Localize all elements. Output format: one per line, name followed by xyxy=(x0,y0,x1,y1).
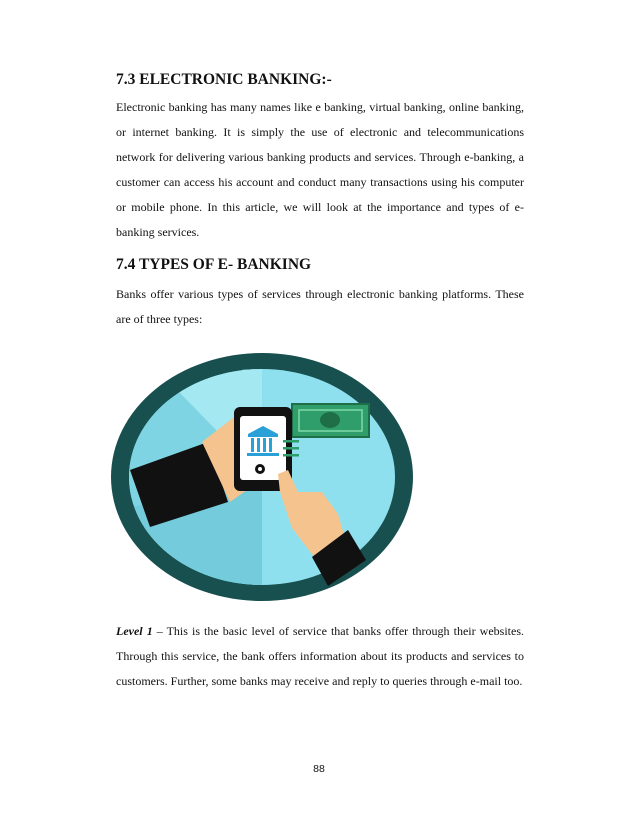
level-1-paragraph xyxy=(116,619,524,694)
page-number: 88 xyxy=(313,763,325,775)
section-heading-electronic-banking: 7.3 ELECTRONIC BANKING:- xyxy=(116,71,332,88)
level-1-text: – This is the basic level of service that banks offer through their websites. Through this service, the bank offers information about its products and services to customers. Further, some banks may receive and reply to queries through e-mail too. xyxy=(116,624,524,688)
level-1-label: Level 1 xyxy=(116,624,153,638)
electronic-banking-paragraph: Electronic banking has many names like e banking, virtual banking, online banking, or internet banking. It is simply the use of electronic and telecommunications network for delivering various banking products and services. Through e-banking, a customer can access his account and conduct many transactions using his computer or mobile phone. In this article, we will look at the importance and types of e-banking services. xyxy=(116,100,524,239)
mobile-banking-illustration xyxy=(110,352,414,602)
section-heading-types-of-e-banking: 7.4 TYPES OF E- BANKING xyxy=(116,256,312,273)
types-of-e-banking-paragraph: Banks offer various types of services through electronic banking platforms. These are of three types: xyxy=(116,287,524,326)
banknote-icon xyxy=(292,404,369,437)
